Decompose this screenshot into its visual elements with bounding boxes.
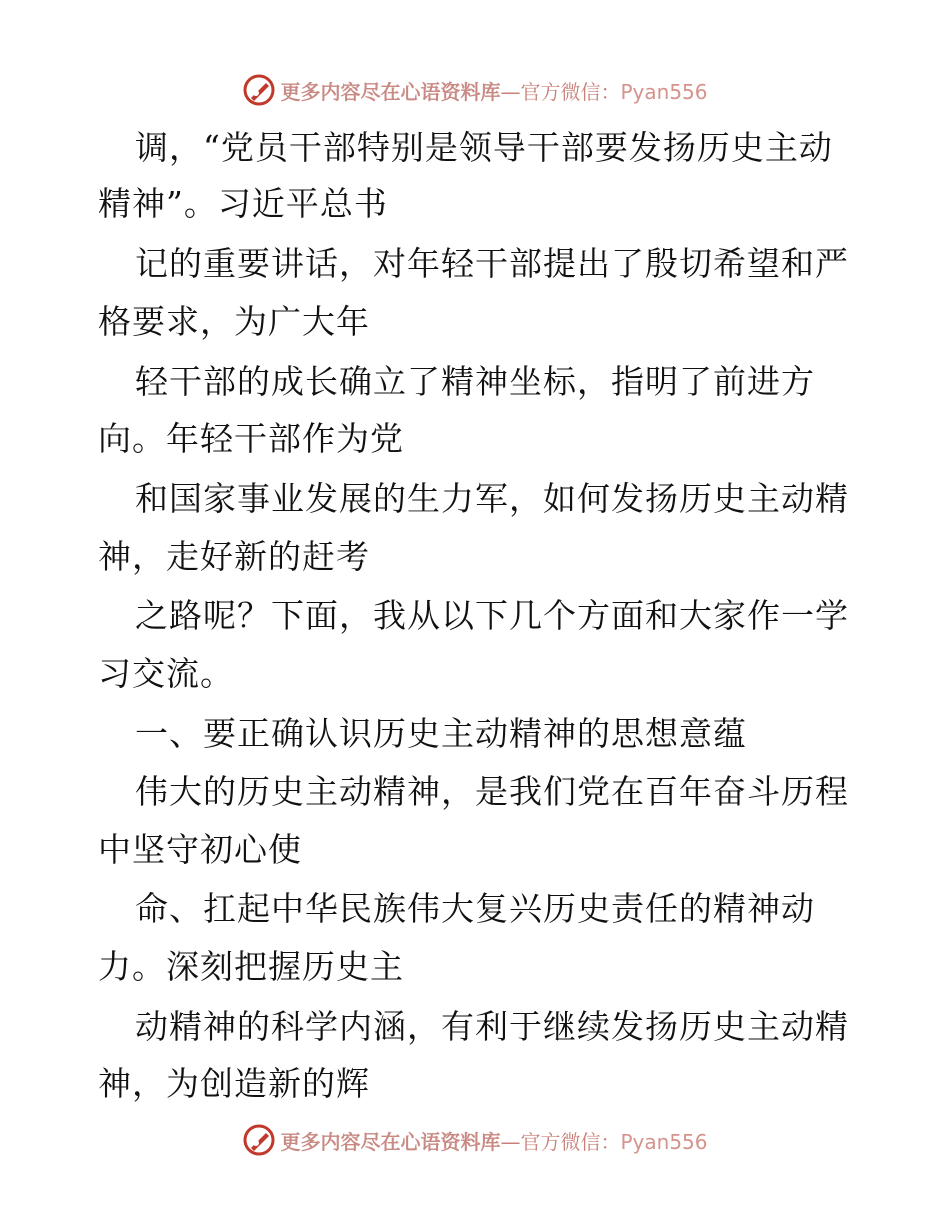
paragraph-7-line-1: 命、扛起中华民族伟大复兴历史责任的精神动	[135, 889, 815, 928]
header-watermark	[0, 70, 950, 110]
paragraph-3-line-1: 轻干部的成长确立了精神坐标，指明了前进方	[135, 362, 815, 401]
pen-logo-icon	[242, 1123, 276, 1157]
paragraph-7-line-2: 力。深刻把握历史主	[98, 947, 404, 986]
pen-logo-icon	[242, 73, 276, 107]
paragraph-1-line-2: 精神”。习近平总书	[98, 184, 388, 223]
paragraph-8-line-2: 神，为创造新的辉	[98, 1064, 370, 1103]
paragraph-1-line-1: 调，“党员干部特别是领导干部要发扬历史主动	[135, 128, 833, 167]
paragraph-5-line-2: 习交流。	[98, 654, 234, 693]
watermark-text: 更多内容尽在心语资料库—官方微信：Pyan556	[280, 79, 708, 104]
watermark-text: 更多内容尽在心语资料库—官方微信：Pyan556	[280, 1129, 708, 1154]
section-heading: 一、要正确认识历史主动精神的思想意蕴	[135, 714, 747, 753]
paragraph-8-line-1: 动精神的科学内涵，有利于继续发扬历史主动精	[135, 1007, 849, 1046]
footer-watermark	[0, 1120, 950, 1160]
paragraph-5-line-1: 之路呢？下面，我从以下几个方面和大家作一学	[135, 596, 849, 635]
paragraph-2-line-2: 格要求，为广大年	[98, 302, 370, 341]
paragraph-6-line-2: 中坚守初心使	[98, 830, 302, 869]
paragraph-2-line-1: 记的重要讲话，对年轻干部提出了殷切希望和严	[135, 244, 849, 283]
paragraph-6-line-1: 伟大的历史主动精神，是我们党在百年奋斗历程	[135, 772, 849, 811]
paragraph-3-line-2: 向。年轻干部作为党	[98, 419, 404, 458]
paragraph-4-line-2: 神，走好新的赶考	[98, 537, 370, 576]
paragraph-4-line-1: 和国家事业发展的生力军，如何发扬历史主动精	[135, 479, 849, 518]
